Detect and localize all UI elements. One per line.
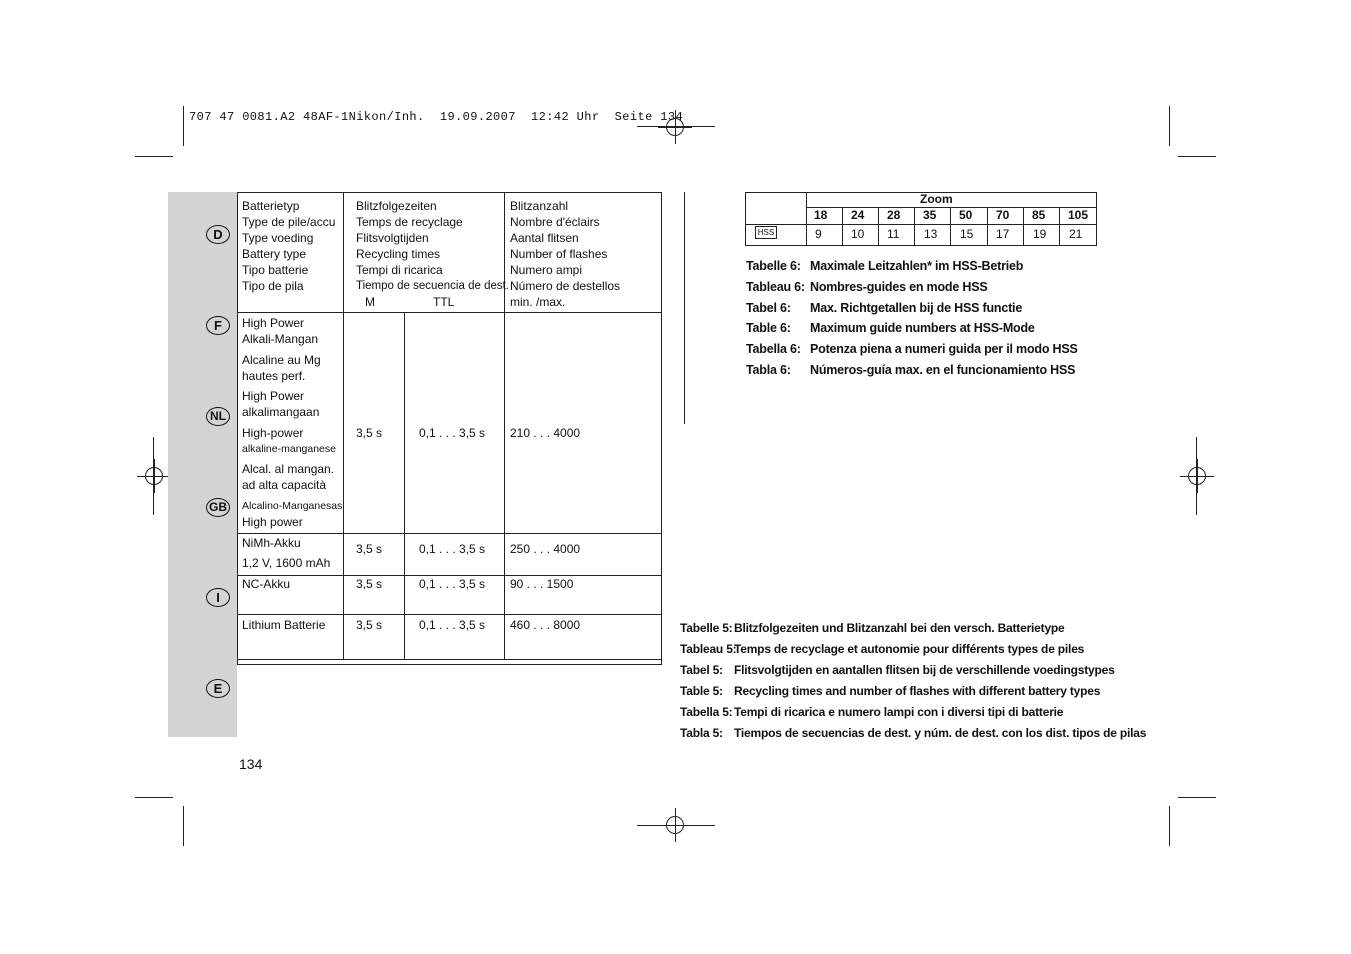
guide-number-70: 17 [996, 227, 1010, 241]
row-nimh-ttl: 0,1 . . . 3,5 s [419, 542, 486, 556]
row-nimh-m: 3,5 s [356, 542, 383, 556]
crop-mark [1169, 106, 1170, 146]
row-nimh-type: NiMh-Akku 1,2 V, 1600 mAh [242, 536, 331, 570]
header-type: Batterietyp Type de pile/accu Type voeding Battery type Tipo batterie Tipo de pila [242, 199, 336, 293]
header-ttl: TTL [433, 295, 455, 309]
zoom-label: Zoom [920, 192, 953, 206]
language-marker-d: D [206, 225, 230, 244]
zoom-24: 24 [851, 208, 865, 222]
hss-mode-icon: HSS [755, 226, 777, 239]
language-marker-i: I [206, 588, 230, 607]
row-nimh-flashes: 250 . . . 4000 [510, 542, 581, 556]
zoom-35: 35 [923, 208, 937, 222]
crop-mark [183, 106, 184, 146]
crop-mark [1196, 437, 1197, 515]
guide-number-105: 21 [1069, 227, 1083, 241]
zoom-18: 18 [814, 208, 828, 222]
row-nc-flashes: 90 . . . 1500 [510, 577, 574, 591]
registration-mark-icon [137, 459, 171, 493]
crop-mark [637, 825, 715, 826]
crop-mark [153, 437, 154, 515]
row-nc-m: 3,5 s [356, 577, 383, 591]
row-alkaline-type: High Power Alkali-Mangan Alcaline au Mg hautes perf. High Power alkalimangaan High-power alkaline-manganese Alcal. al mangan. ad alta capacità Alcalino-Manganesas High power [242, 316, 343, 529]
crop-mark [135, 797, 173, 798]
row-lithium-type: Lithium Batterie [242, 618, 326, 632]
language-sidebar [168, 192, 237, 737]
language-marker-nl: NL [206, 407, 230, 426]
row-nc-ttl: 0,1 . . . 3,5 s [419, 577, 486, 591]
row-alkaline-flashes: 210 . . . 4000 [510, 426, 581, 440]
print-slug: 707 47 0081.A2 48AF-1Nikon/Inh. 19.09.2007 12:42 Uhr Seite 134 [189, 110, 684, 124]
row-lithium-flashes: 460 . . . 8000 [510, 618, 581, 632]
guide-number-18: 9 [815, 227, 822, 241]
crop-mark [1178, 797, 1216, 798]
header-recycle: Blitzfolgezeiten Temps de recyclage Flitsvolgtijden Recycling times Tempi di ricarica Tiempo de secuencia de dest. [356, 199, 509, 292]
crop-mark [135, 156, 173, 157]
zoom-105: 105 [1068, 208, 1089, 222]
guide-number-85: 19 [1033, 227, 1047, 241]
crop-mark [1169, 806, 1170, 846]
zoom-50: 50 [959, 208, 973, 222]
guide-number-28: 11 [887, 227, 900, 241]
guide-number-50: 15 [960, 227, 974, 241]
zoom-70: 70 [996, 208, 1010, 222]
zoom-85: 85 [1032, 208, 1046, 222]
page-number: 134 [239, 756, 263, 772]
language-marker-e: E [206, 679, 230, 698]
crop-mark [183, 806, 184, 846]
row-alkaline-ttl: 0,1 . . . 3,5 s [419, 426, 486, 440]
crop-mark [1178, 156, 1216, 157]
language-marker-gb: GB [206, 498, 230, 517]
row-alkaline-m: 3,5 s [356, 426, 383, 440]
fold-line [684, 192, 685, 424]
row-nc-type: NC-Akku [242, 577, 291, 591]
language-marker-f: F [206, 316, 230, 335]
guide-number-24: 10 [851, 227, 865, 241]
header-m: M [365, 295, 375, 309]
row-lithium-ttl: 0,1 . . . 3,5 s [419, 618, 486, 632]
guide-number-35: 13 [924, 227, 938, 241]
header-flashes: Blitzanzahl Nombre d'éclairs Aantal flitsen Number of flashes Numero ampi Número de destellos min. /max. [510, 199, 621, 309]
registration-mark-icon [1180, 459, 1214, 493]
row-lithium-m: 3,5 s [356, 618, 383, 632]
zoom-28: 28 [887, 208, 901, 222]
